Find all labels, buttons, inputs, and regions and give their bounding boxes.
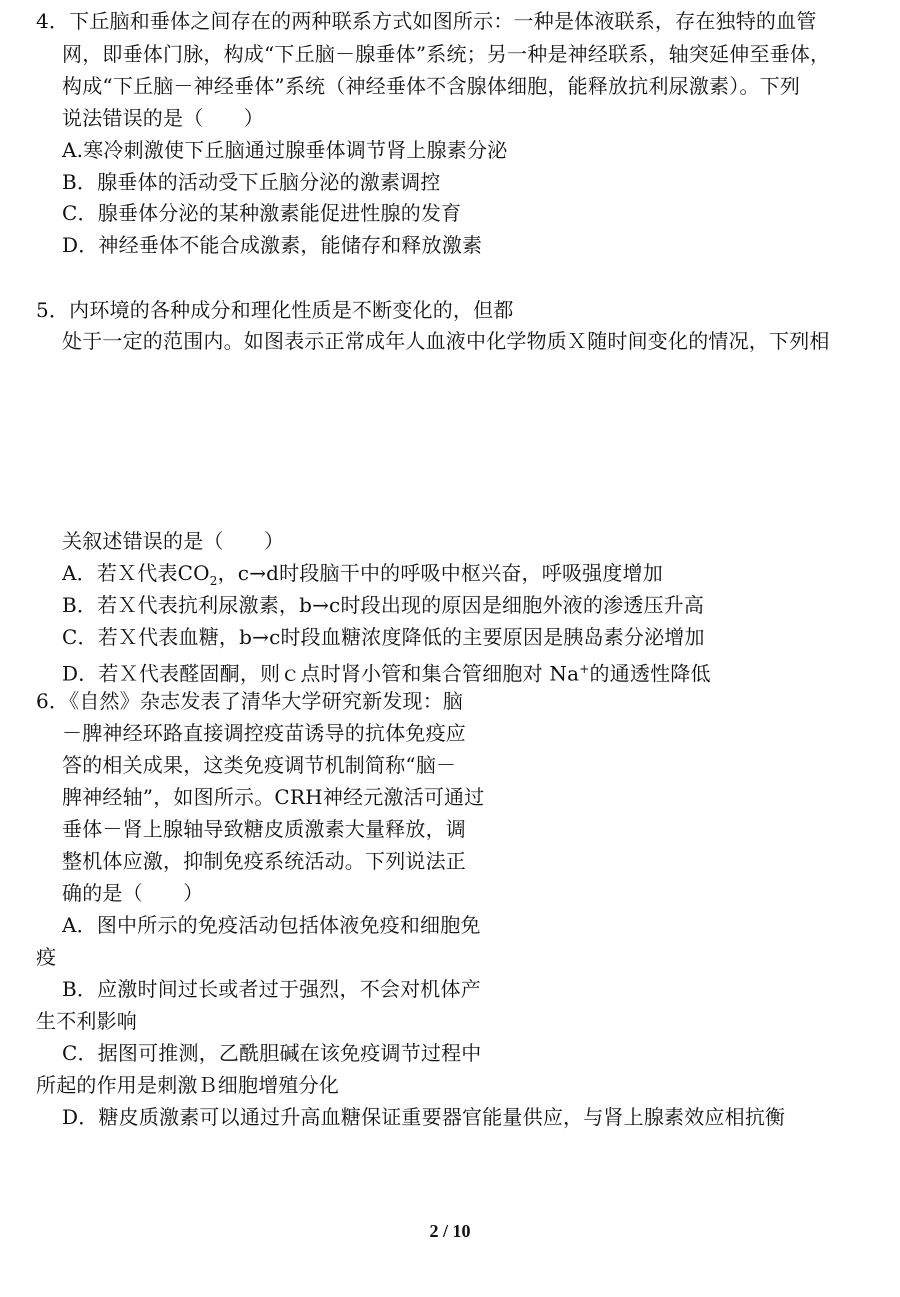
q5-option-b: B．若Ｘ代表抗利尿激素，b→c时段出现的原因是细胞外液的渗透压升高 [62, 593, 705, 617]
q4-stem-line-1: 4．下丘脑和垂体之间存在的两种联系方式如图所示：一种是体液联系，存在独特的血管 [36, 9, 817, 33]
q6-stem-line-7: 确的是（ ） [62, 881, 204, 905]
q6-option-d: D．糖皮质激素可以通过升高血糖保证重要器官能量供应，与肾上腺素效应相抗衡 [62, 1105, 786, 1129]
q5-option-d-superscript: + [579, 662, 590, 676]
page-number: 2 / 10 [429, 1221, 471, 1241]
q4-stem-line-3: 构成“下丘脑－神经垂体”系统（神经垂体不含腺体细胞，能释放抗利尿激素）。下列 [62, 74, 801, 98]
q5-option-c: C．若Ｘ代表血糖，b→c时段血糖浓度降低的主要原因是胰岛素分泌增加 [62, 625, 705, 649]
q5-option-d [62, 656, 711, 687]
q6-option-c-line-1: C．据图可推测，乙酰胆碱在该免疫调节过程中 [62, 1041, 482, 1065]
q6-option-a-line-2: 疫 [36, 945, 57, 969]
q6-stem-line-5: 垂体－肾上腺轴导致糖皮质激素大量释放，调 [62, 817, 466, 841]
q4-option-c: C．腺垂体分泌的某种激素能促进性腺的发育 [62, 201, 462, 225]
q5-option-a-post: ，c→d时段脑干中的呼吸中枢兴奋，呼吸强度增加 [217, 561, 663, 585]
q4-stem-line-2: 网，即垂体门脉，构成“下丘脑－腺垂体”系统；另一种是神经联系，轴突延伸至垂体， [62, 42, 831, 66]
q5-option-d-post: 的通透性降低 [589, 661, 711, 686]
q6-stem-line-4: 脾神经轴”，如图所示。CRH神经元激活可通过 [62, 785, 485, 809]
q6-option-b-line-2: 生不利影响 [36, 1009, 137, 1033]
q6-stem-line-1: 6．《自然》杂志发表了清华大学研究新发现：脑 [36, 689, 464, 713]
q5-option-d-pre: D．若Ｘ代表醛固酮，则ｃ点时肾小管和集合管细胞对 Na [62, 661, 580, 686]
q5-option-a [62, 560, 663, 594]
q5-stem-line-3: 关叙述错误的是（ ） [62, 529, 285, 553]
q6-option-b-line-1: B．应激时间过长或者过于强烈，不会对机体产 [62, 977, 481, 1001]
q5-stem-line-2: 处于一定的范围内。如图表示正常成年人血液中化学物质Ｘ随时间变化的情况，下列相 [62, 329, 830, 353]
q5-stem-line-1: 5．内环境的各种成分和理化性质是不断变化的，但都 [36, 298, 514, 322]
q6-option-a-line-1: A．图中所示的免疫活动包括体液免疫和细胞免 [62, 913, 481, 937]
q5-option-a-subscript: 2 [209, 574, 218, 588]
q6-stem-line-3: 答的相关成果，这类免疫调节机制简称“脑－ [62, 753, 457, 777]
q4-option-a: A.寒冷刺激使下丘脑通过腺垂体调节肾上腺素分泌 [62, 138, 508, 162]
q6-stem-line-6: 整机体应激，抑制免疫系统活动。下列说法正 [62, 849, 466, 873]
q6-option-c-line-2: 所起的作用是刺激Ｂ细胞增殖分化 [36, 1073, 339, 1097]
q6-stem-line-2: －脾神经环路直接调控疫苗诱导的抗体免疫应 [62, 721, 466, 745]
q4-option-b: B．腺垂体的活动受下丘脑分泌的激素调控 [62, 170, 441, 194]
q5-option-a-pre: A．若Ｘ代表CO [62, 561, 210, 585]
q4-option-d: D．神经垂体不能合成激素，能储存和释放激素 [62, 233, 483, 257]
q4-stem-line-4: 说法错误的是（ ） [62, 106, 264, 130]
